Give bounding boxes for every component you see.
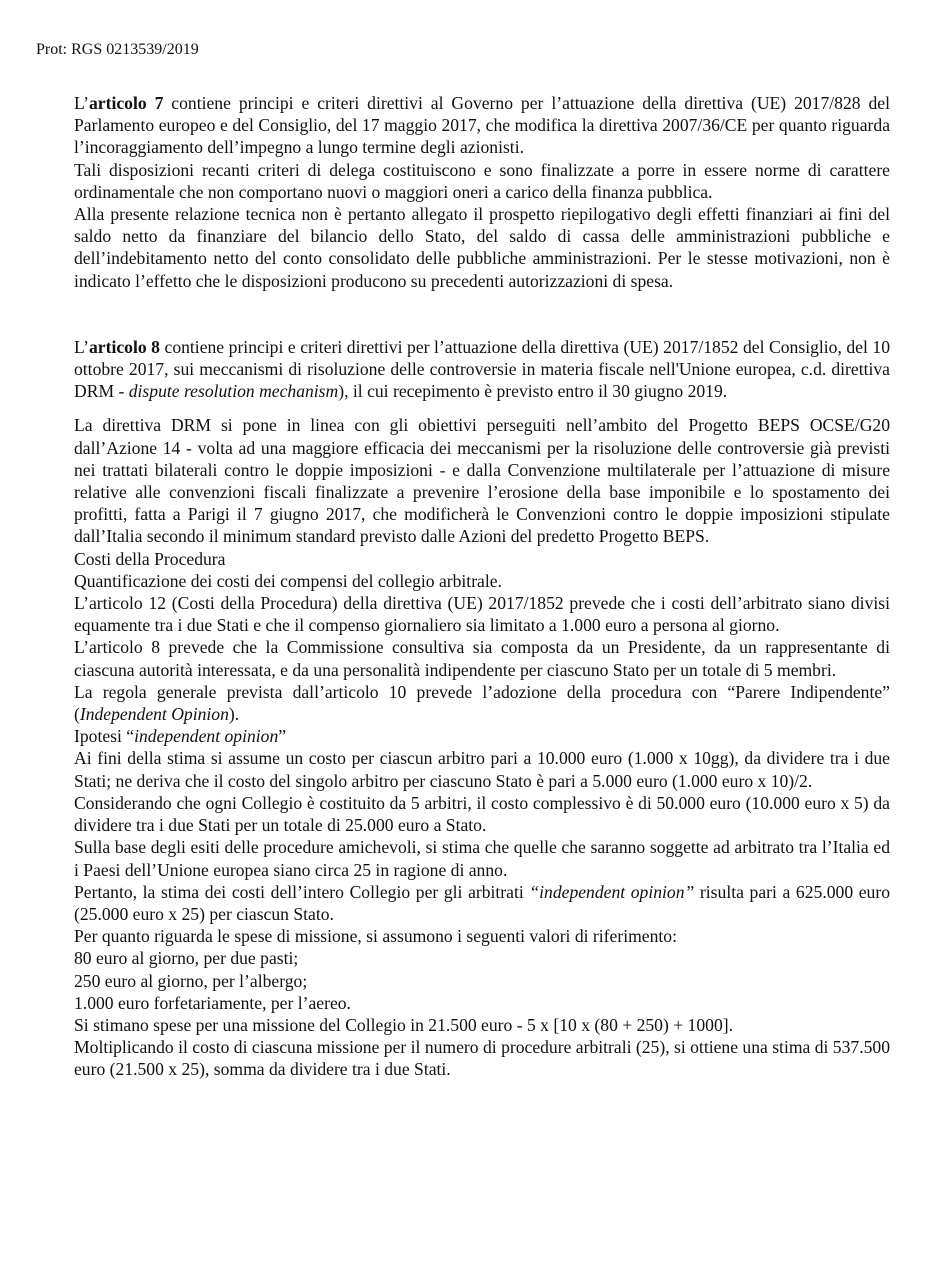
ipotesi-line (74, 725, 890, 747)
stima-paragraph: Ai fini della stima si assume un costo per ciascun arbitro pari a 10.000 euro (1.000 x 10gg), da dividere tra i due Stati; ne deriva che il costo del singolo arbitro per ciascuno Stato è pari a 5.000 euro (1.000 euro x 10)/2. (74, 748, 890, 791)
moltiplicando-paragraph: Moltiplicando il costo di ciascuna missione per il numero di procedure arbitrali (25), si ottiene una stima di 537.500 euro (21.500 x 25), somma da dividere tra i due Stati. (74, 1037, 890, 1080)
costi-heading: Costi della Procedura (74, 548, 226, 569)
paragraph-gap (74, 402, 890, 414)
commission-paragraph: L’articolo 8 prevede che la Commissione consultiva sia composta da un Presidente, da un rappresentante di ciascuna autorità interessata, e da una personalità indipendente per ciascuno Stato per un totale di 5 membri. (74, 637, 890, 680)
article8-text-b: ), il cui recepimento è previsto entro il 30 giugno 2019. (338, 381, 728, 402)
ipotesi-text-b: ” (278, 726, 287, 747)
article8-text-italic: dispute resolution mechanism (128, 381, 339, 402)
protocol-number: Prot: RGS 0213539/2019 (36, 41, 199, 58)
ipotesi-text-italic: independent opinion (134, 726, 279, 747)
article7-delega-paragraph: Tali disposizioni recanti criteri di delega costituiscono e sono finalizzate a porre in essere norme di carattere ordinamentale che non comportano nuovi o maggiori oneri a carico della finanza pubblica. (74, 159, 890, 202)
spese-missione-line: Si stimano spese per una missione del Collegio in 21.500 euro - 5 x [10 x (80 + 250) + 1000]. (74, 1014, 734, 1035)
article7-label: articolo 7 (89, 93, 164, 113)
pertanto-paragraph (74, 881, 890, 925)
albergo-line: 250 euro al giorno, per l’albergo; (74, 970, 308, 991)
article8-text-a: contiene principi e criteri direttivi per l’attuazione della direttiva (UE) 2017/1852 del Consiglio, del 10 ottobre 2017, sui meccanismi di risoluzione delle controversie in materia fiscale nell'Unione europea, c.d. direttiva DRM - (74, 336, 891, 402)
pasti-line: 80 euro al giorno, per due pasti; (74, 948, 299, 969)
article7-paragraph (74, 92, 890, 159)
document-body (74, 92, 890, 1081)
article8-label: articolo 8 (89, 336, 160, 357)
article8-intro: L’ (74, 336, 89, 357)
article10-text-b: ). (228, 704, 240, 725)
pertanto-text-italic: “independent opinion” (529, 881, 695, 902)
pertanto-text-a: Pertanto, la stima dei costi dell’intero Collegio per gli arbitrati (74, 881, 530, 902)
ipotesi-text-a: Ipotesi “ (74, 726, 135, 747)
quantificazione-line: Quantificazione dei costi dei compensi del collegio arbitrale. (74, 570, 502, 591)
article7-text: contiene principi e criteri direttivi al Governo per l’attuazione della direttiva (UE) 2017/828 del Parlamento europeo e del Consiglio, del 17 maggio 2017, che modifica la direttiva 2007/36/CE per quanto riguarda l’incoraggiamento dell’impegno a lungo termine degli azionisti. (74, 93, 890, 158)
missione-intro-line: Per quanto riguarda le spese di missione, si assumono i seguenti valori di riferimento: (74, 926, 677, 947)
article8-paragraph (74, 336, 890, 403)
article10-paragraph (74, 681, 890, 725)
article7-intro: L’ (74, 93, 89, 113)
pertanto-text-b: risulta pari a 625.000 euro (25.000 euro x 25) per ciascun Stato. (74, 881, 890, 924)
esiti-paragraph: Sulla base degli esiti delle procedure amichevoli, si stima che quelle che saranno soggette ad arbitrato tra l’Italia ed i Paesi dell’Unione europea siano circa 25 in ragione di anno. (74, 837, 890, 880)
aereo-line: 1.000 euro forfetariamente, per l’aereo. (74, 992, 351, 1013)
article12-paragraph: L’articolo 12 (Costi della Procedura) della direttiva (UE) 2017/1852 prevede che i costi dell’arbitrato siano divisi equamente tra i due Stati e che il compenso giornaliero sia limitato a 1.000 euro a persona al giorno. (74, 593, 890, 636)
article10-text-a: La regola generale prevista dall’articolo 10 prevede l’adozione della procedura con “Parere Indipendente” ( (74, 681, 890, 725)
collegio-paragraph: Considerando che ogni Collegio è costituito da 5 arbitri, il costo complessivo è di 50.000 euro (10.000 euro x 5) da dividere tra i due Stati per un totale di 25.000 euro a Stato. (74, 792, 890, 836)
section-gap (74, 292, 890, 336)
drm-paragraph: La direttiva DRM si pone in linea con gli obiettivi perseguiti nell’ambito del Progetto BEPS OCSE/G20 dall’Azione 14 - volta ad una maggiore efficacia dei meccanismi per la risoluzione delle controversie già previsti nei trattati bilaterali contro le doppie imposizioni - e dalla Convenzione multilaterale per l’attuazione di misure relative alle convenzioni fiscali finalizzate a prevenire l’erosione della base imponibile e lo spostamento dei profitti, fatta a Parigi il 7 giugno 2017, che modificherà le Convenzioni contro le doppie imposizioni stipulate dall’Italia secondo il minimum standard previsto dalle Azioni del predetto Progetto BEPS. (74, 415, 890, 547)
article10-text-italic: Independent Opinion (79, 704, 229, 725)
article7-relazione-paragraph: Alla presente relazione tecnica non è pertanto allegato il prospetto riepilogativo degli effetti finanziari ai fini del saldo netto da finanziare del bilancio dello Stato, del saldo di cassa delle amministrazioni pubbliche e dell’indebitamento netto del conto consolidato delle pubbliche amministrazioni. Per le stesse motivazioni, non è indicato l’effetto che le disposizioni producono su precedenti autorizzazioni di spesa. (74, 204, 890, 291)
